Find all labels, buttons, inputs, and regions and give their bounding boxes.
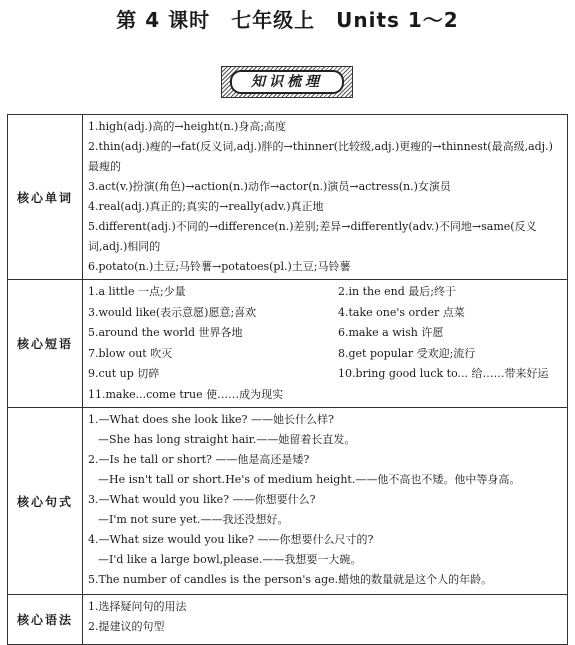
phrase-item: 3.would like(表示意愿)愿意;喜欢 — [88, 305, 257, 319]
vocab-label: 核心单词 — [8, 115, 83, 280]
grammar-line: 1.选择疑问句的用法 — [88, 600, 187, 613]
vocab-line: 5.different(adj.)不同的→difference(n.)差别;差异→differently(adv.)不同地→same(反义词,adj.)相同的 — [88, 220, 537, 253]
phrases-grid — [88, 282, 562, 385]
sentence-line: —He isn't tall or short.He's of medium height.——他不高也不矮。他中等身高。 — [98, 473, 521, 486]
phrase-item: 2.in the end 最后;终于 — [338, 285, 456, 298]
vocab-line: 3.act(v.)扮演(角色)→action(n.)动作→actor(n.)演员→actress(n.)女演员 — [88, 180, 451, 193]
sentence-line: —She has long straight hair.——她留着长直发。 — [98, 433, 356, 446]
phrases-label: 核心短语 — [8, 280, 83, 408]
grammar-line: 2.提建议的句型 — [88, 620, 165, 633]
vocab-line: 6.potato(n.)土豆;马铃薯→potatoes(pl.)土豆;马铃薯 — [88, 260, 351, 273]
phrase-item: 6.make a wish 许愿 — [338, 326, 444, 339]
knowledge-table — [7, 114, 568, 645]
page-title: 第 4 课时 七年级上 Units 1～2 — [116, 8, 459, 32]
vocab-line: 1.high(adj.)高的→height(n.)身高;高度 — [88, 120, 287, 133]
sentences-content — [83, 408, 568, 595]
vocab-line: 4.real(adj.)真正的;真实的→really(adv.)真正地 — [88, 200, 324, 213]
phrases-row — [8, 280, 568, 408]
vocab-content — [83, 115, 568, 280]
phrase-item: 11.make...come true 使……成为现实 — [88, 387, 284, 401]
phrase-item: 8.get popular 受欢迎;流行 — [338, 346, 476, 360]
vocab-row — [8, 115, 568, 280]
phrases-content — [83, 280, 568, 408]
grammar-content — [83, 595, 568, 645]
phrase-item: 5.around the world 世界各地 — [88, 326, 243, 339]
sentence-line: 5.The number of candles is the person's age.蜡烛的数量就是这个人的年龄。 — [88, 573, 493, 586]
sentence-line: 4.—What size would you like? ——你想要什么尺寸的? — [88, 533, 374, 546]
phrase-item: 9.cut up 切碎 — [88, 367, 160, 380]
sentences-label: 核心句式 — [8, 408, 83, 595]
sentence-line: —I'd like a large bowl,please.——我想要一大碗。 — [98, 553, 362, 566]
phrase-item: 4.take one's order 点菜 — [338, 305, 465, 319]
sentence-line: 3.—What would you like? ——你想要什么? — [88, 493, 316, 506]
grammar-label: 核心语法 — [8, 595, 83, 645]
sentences-row — [8, 408, 568, 595]
vocab-line: 2.thin(adj.)瘦的→fat(反义词,adj.)胖的→thinner(比较级,adj.)更瘦的→thinnest(最高级,adj.)最瘦的 — [88, 140, 553, 173]
phrase-item: 7.blow out 吹灭 — [88, 346, 173, 360]
badge-label: 知识梳理 — [230, 70, 344, 94]
phrase-item: 10.bring good luck to... 给……带来好运 — [338, 367, 549, 380]
sentence-line: 1.—What does she look like? ——她长什么样? — [88, 413, 334, 426]
sentence-line: 2.—Is he tall or short? ——他是高还是矮? — [88, 453, 310, 466]
sentence-line: —I'm not sure yet.——我还没想好。 — [98, 513, 289, 526]
phrase-item: 1.a little 一点;少量 — [88, 285, 186, 298]
section-badge — [221, 66, 353, 98]
grammar-row — [8, 595, 568, 645]
